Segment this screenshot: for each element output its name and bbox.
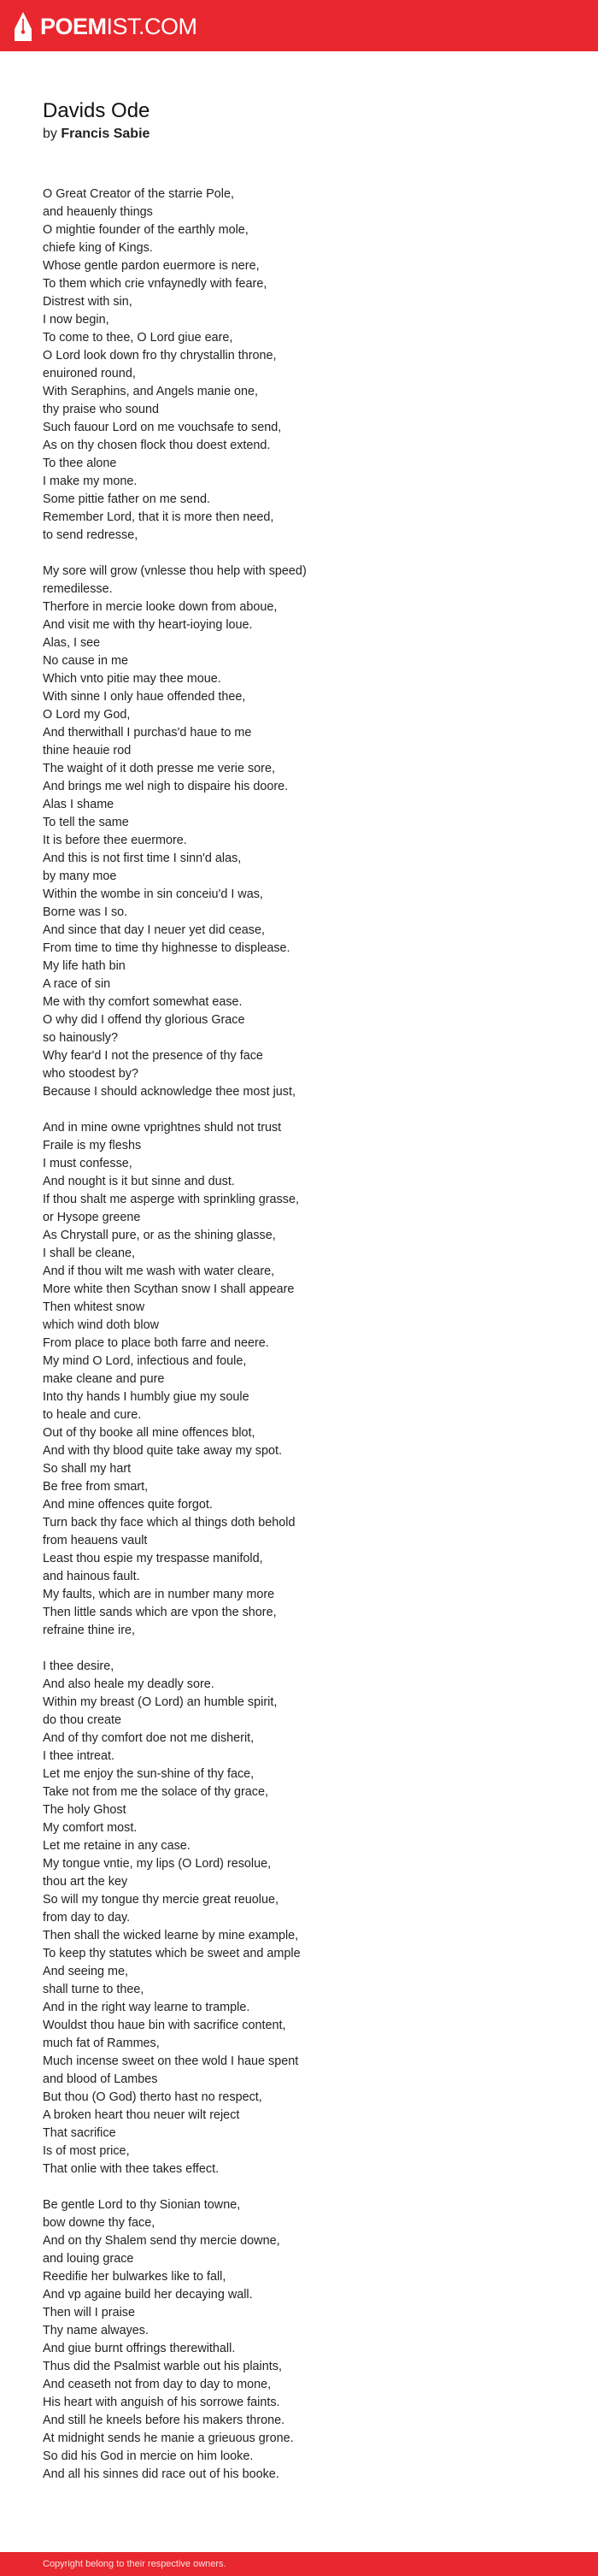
poem-line: thy praise who sound bbox=[43, 403, 159, 416]
poem-line: To come to thee, O Lord giue eare, bbox=[43, 331, 233, 345]
poem-line: And ceaseth not from day to day to mone, bbox=[43, 2378, 272, 2391]
site-footer bbox=[0, 2552, 598, 2576]
poem-line: And nought is it but sinne and dust. bbox=[43, 1175, 235, 1188]
poem-line: Remember Lord, that it is more then need, bbox=[43, 510, 274, 524]
poem-line: I must confesse, bbox=[43, 1157, 132, 1170]
poem-line: And in the right way learne to trample. bbox=[43, 2001, 250, 2014]
poem-line: Some pittie father on me send. bbox=[43, 492, 210, 506]
poem-line: Thy name alwayes. bbox=[43, 2324, 149, 2337]
poem-line: Therfore in mercie looke down from aboue, bbox=[43, 600, 278, 614]
stanza-gap bbox=[43, 545, 572, 563]
poem-line: Least thou espie my trespasse manifold, bbox=[43, 1552, 263, 1565]
poem-line: To tell the same bbox=[43, 816, 129, 829]
poem-line: much fat of Rammes, bbox=[43, 2037, 160, 2050]
poem-line: As Chrystall pure, or as the shining glasse, bbox=[43, 1229, 276, 1242]
poem-line: And if thou wilt me wash with water cleare, bbox=[43, 1264, 275, 1278]
poem-line: I make my mone. bbox=[43, 475, 138, 488]
poem-line: And still he kneels before his makers throne. bbox=[43, 2414, 285, 2427]
poem-line: As on thy chosen flock thou doest extend. bbox=[43, 439, 271, 452]
poem-line: And on thy Shalem send thy mercie downe, bbox=[43, 2234, 280, 2248]
poem-line: And since that day I neuer yet did cease, bbox=[43, 923, 265, 937]
poem-line: At midnight sends he manie a grieuous grone. bbox=[43, 2432, 294, 2445]
poem-line: From time to time thy highnesse to displease. bbox=[43, 941, 290, 955]
poem-line: do thou create bbox=[43, 1713, 122, 1727]
poem-line: I thee intreat. bbox=[43, 1749, 114, 1763]
poem-line: A race of sin bbox=[43, 977, 111, 991]
poem-line: Because I should acknowledge thee most just, bbox=[43, 1085, 296, 1099]
site-name-bold: POEM bbox=[40, 14, 107, 39]
poem-line: Take not from me the solace of thy grace, bbox=[43, 1785, 268, 1799]
poem-line: His heart with anguish of his sorrowe faints. bbox=[43, 2396, 280, 2409]
site-name-regular: IST.COM bbox=[106, 14, 197, 39]
poem-line: O Lord look down fro thy chrystallin throne, bbox=[43, 349, 277, 363]
poem-line: to heale and cure. bbox=[43, 1408, 142, 1422]
poem-line: thou art the key bbox=[43, 1875, 128, 1889]
poem-line: who stoodest by? bbox=[43, 1067, 138, 1081]
stanza bbox=[43, 2196, 572, 2484]
poem-line: And seeing me, bbox=[43, 1965, 128, 1978]
poem-line: Such fauour Lord on me vouchsafe to send, bbox=[43, 421, 282, 434]
poem-line: But thou (O God) therto hast no respect, bbox=[43, 2090, 262, 2104]
poem-line: Me with thy comfort somewhat ease. bbox=[43, 995, 243, 1009]
poem-line: Is of most price, bbox=[43, 2144, 130, 2158]
poem-line: Then will I praise bbox=[43, 2306, 135, 2320]
poem-line: and hainous fault. bbox=[43, 1570, 140, 1583]
poem-line: Within my breast (O Lord) an humble spirit, bbox=[43, 1695, 278, 1709]
poem-line: My comfort most. bbox=[43, 1821, 138, 1835]
poem-line: I now begin, bbox=[43, 313, 109, 327]
site-header bbox=[0, 0, 598, 51]
poem-line: Within the wombe in sin conceiu'd I was, bbox=[43, 887, 263, 901]
poem-line: No cause in me bbox=[43, 654, 128, 668]
poem-line: Then little sands which are vpon the shore, bbox=[43, 1606, 277, 1619]
author-link[interactable]: Francis Sabie bbox=[61, 127, 150, 141]
poem-line: Be gentle Lord to thy Sionian towne, bbox=[43, 2198, 241, 2212]
poem-line: Thus did the Psalmist warble out his plaints, bbox=[43, 2360, 282, 2373]
poem-line: bow downe thy face, bbox=[43, 2216, 155, 2230]
poem-line: That sacrifice bbox=[43, 2126, 116, 2140]
stanza bbox=[43, 563, 572, 1101]
poem-line: It is before thee euermore. bbox=[43, 834, 187, 847]
poem-line: and louing grace bbox=[43, 2252, 134, 2266]
poem-line: My mind O Lord, infectious and foule, bbox=[43, 1354, 247, 1368]
poem-line: thine heauie rod bbox=[43, 744, 132, 757]
poem-line: And also heale my deadly sore. bbox=[43, 1677, 214, 1691]
poem-title: Davids Ode bbox=[43, 99, 150, 122]
poem-line: chiefe king of Kings. bbox=[43, 241, 153, 255]
poem-line: My faults, which are in number many more bbox=[43, 1588, 275, 1601]
poem-line: Wouldst thou haue bin with sacrifice content, bbox=[43, 2019, 286, 2032]
poem-line: to send redresse, bbox=[43, 528, 138, 542]
stanza bbox=[43, 1658, 572, 2178]
poem-line: which wind doth blow bbox=[43, 1318, 159, 1332]
poem-line: More white then Scythan snow I shall appeare bbox=[43, 1282, 295, 1296]
poem-line: To keep thy statutes which be sweet and ample bbox=[43, 1947, 301, 1960]
byline-prefix: by bbox=[43, 127, 57, 141]
poem-line: From place to place both farre and neere. bbox=[43, 1336, 269, 1350]
stanza bbox=[43, 186, 572, 545]
poem-line: If thou shalt me asperge with sprinkling grasse, bbox=[43, 1193, 299, 1206]
poem-line: And of thy comfort doe not me disherit, bbox=[43, 1731, 255, 1745]
poem-line: And in mine owne vprightnes shuld not trust bbox=[43, 1121, 282, 1135]
poem-line: O why did I offend thy glorious Grace bbox=[43, 1013, 245, 1027]
poem-line: refraine thine ire, bbox=[43, 1624, 135, 1637]
poem-line: Then shall the wicked learne by mine example, bbox=[43, 1929, 299, 1942]
poem-line: My sore will grow (vnlesse thou help with speed) bbox=[43, 564, 307, 578]
poem-line: My tongue vntie, my lips (O Lord) resolue, bbox=[43, 1857, 272, 1871]
poem-line: Alas I shame bbox=[43, 798, 114, 811]
poem-line: Out of thy booke all mine offences blot, bbox=[43, 1426, 255, 1440]
site-logo[interactable] bbox=[14, 12, 197, 41]
stanza-gap bbox=[43, 1640, 572, 1658]
poem-line: and heauenly things bbox=[43, 205, 153, 219]
poem-line: And giue burnt offrings therewithall. bbox=[43, 2342, 236, 2355]
poem-line: Let me retaine in any case. bbox=[43, 1839, 191, 1853]
byline bbox=[43, 126, 150, 143]
stanza-gap bbox=[43, 2178, 572, 2196]
poem-line: To thee alone bbox=[43, 457, 117, 470]
poem-line: Why fear'd I not the presence of thy face bbox=[43, 1049, 263, 1063]
poem-line: So shall my hart bbox=[43, 1462, 132, 1476]
poem-line: from day to day. bbox=[43, 1911, 131, 1925]
poem-line: Then whitest snow bbox=[43, 1300, 145, 1314]
poem-line: And all his sinnes did race out of his booke. bbox=[43, 2467, 279, 2481]
poem-line: And with thy blood quite take away my spot. bbox=[43, 1444, 282, 1458]
poem-body bbox=[43, 186, 572, 2484]
fountain-pen-icon bbox=[14, 12, 32, 41]
poem-line: That onlie with thee takes effect. bbox=[43, 2162, 220, 2176]
poem-line: and blood of Lambes bbox=[43, 2072, 158, 2086]
copyright-text: Copyright belong to their respective owners. bbox=[43, 2559, 226, 2569]
poem-line: O Great Creator of the starrie Pole, bbox=[43, 187, 234, 201]
poem-line: so hainously? bbox=[43, 1031, 119, 1045]
poem-line: The waight of it doth presse me verie sore, bbox=[43, 762, 275, 775]
poem-line: shall turne to thee, bbox=[43, 1983, 144, 1996]
poem-line: And mine offences quite forgot. bbox=[43, 1498, 213, 1512]
poem-line: And this is not first time I sinn'd alas, bbox=[43, 852, 242, 865]
poem-line: by many moe bbox=[43, 869, 117, 883]
poem-line: My life hath bin bbox=[43, 959, 126, 973]
poem-line: make cleane and pure bbox=[43, 1372, 165, 1386]
poem-line: Borne was I so. bbox=[43, 905, 128, 919]
poem-line: A broken heart thou neuer wilt reject bbox=[43, 2108, 240, 2122]
poem-line: And visit me with thy heart-ioying loue. bbox=[43, 618, 253, 632]
poem-line: Let me enjoy the sun-shine of thy face, bbox=[43, 1767, 255, 1781]
stanza bbox=[43, 1119, 572, 1640]
poem-line: I shall be cleane, bbox=[43, 1247, 136, 1260]
poem-line: from heauens vault bbox=[43, 1534, 148, 1547]
poem-line: To them which crie vnfaynedly with feare, bbox=[43, 277, 267, 291]
poem-line: O Lord my God, bbox=[43, 708, 131, 722]
poem-line: So will my tongue thy mercie great reuolue, bbox=[43, 1893, 278, 1907]
poem-line: remedilesse. bbox=[43, 582, 113, 596]
poem-line: Into thy hands I humbly giue my soule bbox=[43, 1390, 249, 1404]
poem-line: Reedifie her bulwarkes like to fall, bbox=[43, 2270, 226, 2284]
poem-line: Turn back thy face which al things doth behold bbox=[43, 1516, 296, 1530]
poem-line: or Hysope greene bbox=[43, 1211, 141, 1224]
poem-line: I thee desire, bbox=[43, 1659, 114, 1673]
poem-line: With Seraphins, and Angels manie one, bbox=[43, 385, 258, 398]
poem-line: The holy Ghost bbox=[43, 1803, 126, 1817]
poem-line: Alas, I see bbox=[43, 636, 101, 650]
poem-line: And vp againe build her decaying wall. bbox=[43, 2288, 253, 2302]
poem-line: With sinne I only haue offended thee, bbox=[43, 690, 246, 704]
poem-line: Whose gentle pardon euermore is nere, bbox=[43, 259, 260, 273]
poem-line: Which vnto pitie may thee moue. bbox=[43, 672, 221, 686]
site-name bbox=[40, 12, 197, 41]
poem-line: Be free from smart, bbox=[43, 1480, 149, 1494]
poem-line: And therwithall I purchas'd haue to me bbox=[43, 726, 252, 740]
poem-line: So did his God in mercie on him looke. bbox=[43, 2449, 254, 2463]
poem-line: O mightie founder of the earthly mole, bbox=[43, 223, 249, 237]
poem-line: enuironed round, bbox=[43, 367, 136, 380]
poem-line: Distrest with sin, bbox=[43, 295, 132, 309]
poem-line: Much incense sweet on thee wold I haue spent bbox=[43, 2054, 299, 2068]
stanza-gap bbox=[43, 1101, 572, 1119]
poem-line: Fraile is my fleshs bbox=[43, 1139, 142, 1152]
poem-line: And brings me wel nigh to dispaire his doore. bbox=[43, 780, 289, 793]
